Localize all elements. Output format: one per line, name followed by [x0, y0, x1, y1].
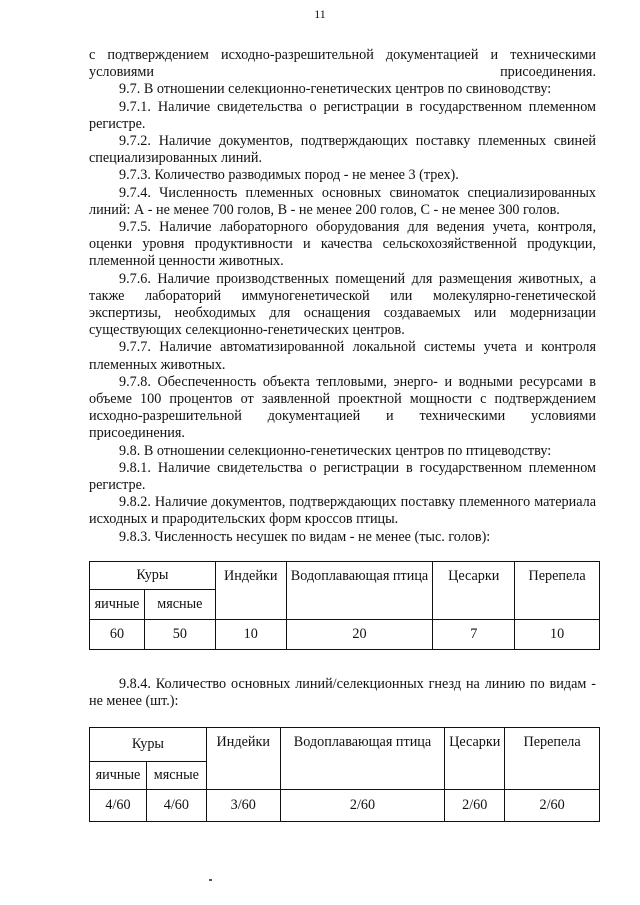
paragraph-continuation: с подтверждением исходно-разрешительной документацией и техническими условиями присоединения. — [89, 47, 596, 81]
paragraph-9-8-2: 9.8.2. Наличие документов, подтверждающих поставку племенного материала исходных и прародительских форм кроссов птицы. — [89, 494, 596, 528]
header-vodoplavayushchaya: Водоплавающая птица — [286, 561, 433, 619]
header-indeyki: Индейки — [215, 561, 286, 619]
paragraph-9-8-1: 9.8.1. Наличие свидетельства о регистрации в государственном племенном регистре. — [89, 459, 596, 494]
header-yaichnye: яичные — [90, 589, 145, 619]
header-kury: Куры — [90, 728, 207, 762]
paragraph-9-7-3: 9.7.3. Количество разводимых пород - не менее 3 (трех). — [119, 167, 459, 184]
header-indeyki: Индейки — [206, 728, 280, 790]
document-body — [89, 47, 596, 822]
header-kury: Куры — [90, 561, 216, 589]
header-vodoplavayushchaya: Водоплавающая птица — [280, 728, 445, 790]
lines-count-table — [89, 727, 600, 822]
cell-tsesarki: 2/60 — [445, 790, 505, 822]
header-perepela: Перепела — [505, 728, 600, 790]
paragraph-9-7-2: 9.7.2. Наличие документов, подтверждающих поставку племенных свиней специализированных линий. — [89, 133, 596, 167]
paragraph-9-7-1: 9.7.1. Наличие свидетельства о регистрации в государственном племенном регистре. — [89, 98, 596, 132]
header-perepela: Перепела — [515, 561, 600, 619]
cell-indeyki: 3/60 — [206, 790, 280, 822]
paragraph-9-7-7: 9.7.7. Наличие автоматизированной локальной системы учета и контроля племенных животных. — [89, 339, 596, 373]
cell-indeyki: 10 — [215, 619, 286, 649]
cell-perepela: 10 — [515, 619, 600, 649]
cell-perepela: 2/60 — [505, 790, 600, 822]
paragraph-9-8-4: 9.8.4. Количество основных линий/селекционных гнезд на линию по видам - не менее (шт.): — [89, 675, 596, 710]
paragraph-9-8: 9.8. В отношении селекционно-генетических центров по птицеводству: — [119, 442, 552, 459]
page-number: 11 — [314, 7, 326, 21]
hens-count-table — [89, 561, 600, 650]
header-myasnye: мясные — [144, 589, 215, 619]
cell-vodoplavayushchaya: 2/60 — [280, 790, 445, 822]
cell-myasnye: 4/60 — [146, 790, 206, 822]
header-myasnye: мясные — [146, 762, 206, 790]
paragraph-9-7-5: 9.7.5. Наличие лабораторного оборудования для ведения учета, контроля, оценки уровня продуктивности и качества сельскохозяйственной продукции, племенной ценности животных. — [89, 219, 596, 270]
header-tsesarki: Цесарки — [433, 561, 515, 619]
paragraph-9-7-8: 9.7.8. Обеспеченность объекта тепловыми, энерго- и водными ресурсами в объеме 100 процентов от заявленной проектной мощности с подтверждением исходно-разрешительной документацией и техническими условиями присоединения. — [89, 373, 596, 442]
scan-speck — [209, 879, 212, 881]
paragraph-9-8-3: 9.8.3. Численность несушек по видам - не менее (тыс. голов): — [119, 528, 491, 545]
paragraph-9-7-4: 9.7.4. Численность племенных основных свиноматок специализированных линий: А - не менее 700 голов, В - не менее 200 голов, С - не менее 300 голов. — [89, 184, 596, 218]
cell-yaichnye: 4/60 — [90, 790, 147, 822]
paragraph-9-7-6: 9.7.6. Наличие производственных помещений для размещения животных, а также лабораторий иммуногенетической или молекулярно-генетической экспертизы, необходимых для оснащения создаваемых или модернизации существующих селекционно-генетических центров. — [89, 270, 596, 339]
header-yaichnye: яичные — [90, 762, 147, 790]
cell-tsesarki: 7 — [433, 619, 515, 649]
header-tsesarki: Цесарки — [445, 728, 505, 790]
cell-yaichnye: 60 — [90, 619, 145, 649]
cell-myasnye: 50 — [144, 619, 215, 649]
paragraph-9-7: 9.7. В отношении селекционно-генетических центров по свиноводству: — [119, 81, 552, 98]
cell-vodoplavayushchaya: 20 — [286, 619, 433, 649]
